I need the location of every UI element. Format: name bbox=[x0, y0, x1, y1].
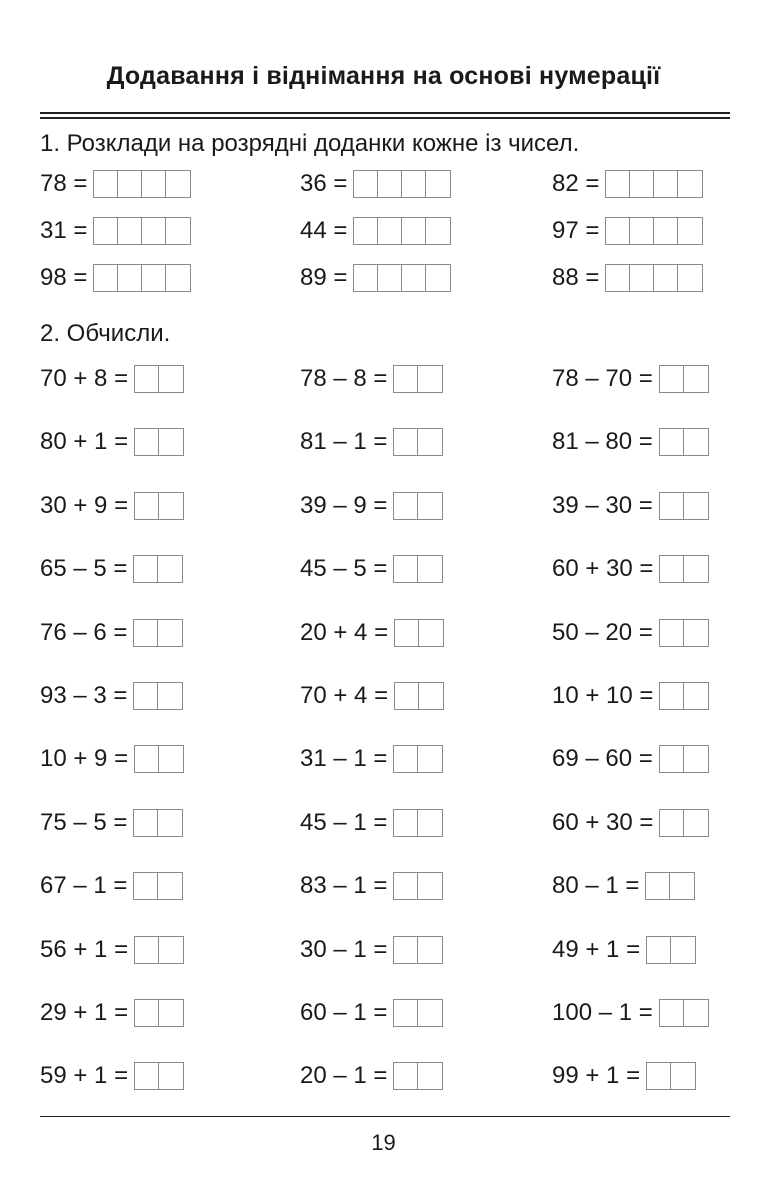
answer-cell[interactable] bbox=[394, 873, 418, 899]
answer-cell[interactable] bbox=[94, 218, 118, 244]
exercise-expression: 70 + 4 = bbox=[300, 682, 389, 709]
answer-cell[interactable] bbox=[671, 1063, 695, 1089]
answer-cell[interactable] bbox=[684, 556, 708, 582]
exercise-expression: 20 + 4 = bbox=[300, 618, 389, 646]
answer-cell[interactable] bbox=[418, 556, 442, 582]
exercise-expression: 56 + 1 = bbox=[40, 935, 129, 963]
task1-row bbox=[0, 214, 767, 248]
task2-row bbox=[0, 425, 767, 459]
exercise-expression: 45 – 5 = bbox=[300, 555, 388, 583]
answer-boxes[interactable] bbox=[393, 809, 443, 837]
answer-boxes[interactable] bbox=[605, 264, 703, 292]
answer-cell[interactable] bbox=[394, 429, 418, 455]
answer-cell[interactable] bbox=[394, 1000, 418, 1026]
exercise-expression: 88 = bbox=[552, 264, 600, 291]
answer-cell[interactable] bbox=[118, 171, 142, 197]
footer-divider bbox=[40, 1116, 730, 1117]
answer-cell[interactable] bbox=[418, 746, 442, 772]
answer-cell[interactable] bbox=[159, 366, 183, 392]
answer-cell[interactable] bbox=[426, 171, 450, 197]
answer-boxes[interactable] bbox=[134, 492, 184, 520]
task2-exercise bbox=[552, 933, 696, 967]
answer-cell[interactable] bbox=[419, 620, 443, 646]
answer-boxes[interactable] bbox=[393, 745, 443, 773]
task2-exercise bbox=[40, 933, 184, 967]
exercise-expression: 97 = bbox=[552, 217, 600, 244]
exercise-expression: 45 – 1 = bbox=[300, 808, 388, 836]
answer-cell[interactable] bbox=[647, 1063, 671, 1089]
answer-cell[interactable] bbox=[135, 746, 159, 772]
exercise-expression: 10 + 10 = bbox=[552, 682, 654, 709]
answer-cell[interactable] bbox=[118, 218, 142, 244]
answer-boxes[interactable] bbox=[659, 619, 709, 647]
task2-exercise bbox=[40, 616, 183, 650]
exercise-expression: 60 – 1 = bbox=[300, 999, 388, 1026]
task2-exercise bbox=[300, 742, 443, 776]
answer-boxes[interactable] bbox=[133, 682, 183, 710]
answer-cell[interactable] bbox=[142, 218, 166, 244]
task2-exercise bbox=[552, 489, 709, 523]
task2-exercise bbox=[300, 933, 443, 967]
answer-cell[interactable] bbox=[394, 746, 418, 772]
answer-cell[interactable] bbox=[684, 429, 708, 455]
task2-row bbox=[0, 362, 767, 396]
answer-cell[interactable] bbox=[630, 171, 654, 197]
answer-cell[interactable] bbox=[684, 683, 708, 709]
answer-boxes[interactable] bbox=[393, 872, 443, 900]
answer-cell[interactable] bbox=[135, 366, 159, 392]
answer-boxes[interactable] bbox=[659, 555, 709, 583]
task2-exercise bbox=[300, 552, 443, 586]
answer-boxes[interactable] bbox=[646, 1062, 696, 1090]
task2-exercise bbox=[552, 552, 709, 586]
task2-exercise bbox=[552, 679, 709, 713]
exercise-expression: 67 – 1 = bbox=[40, 872, 128, 900]
answer-cell[interactable] bbox=[678, 218, 702, 244]
answer-cell[interactable] bbox=[395, 683, 419, 709]
answer-cell[interactable] bbox=[394, 810, 418, 836]
task2-exercise bbox=[300, 362, 443, 396]
task2-row bbox=[0, 679, 767, 713]
answer-cell[interactable] bbox=[419, 683, 443, 709]
answer-boxes[interactable] bbox=[393, 999, 443, 1027]
answer-cell[interactable] bbox=[660, 746, 684, 772]
exercise-expression: 81 – 80 = bbox=[552, 428, 653, 456]
answer-boxes[interactable] bbox=[133, 809, 183, 837]
answer-cell[interactable] bbox=[402, 218, 426, 244]
answer-boxes[interactable] bbox=[134, 745, 184, 773]
answer-boxes[interactable] bbox=[393, 555, 443, 583]
answer-cell[interactable] bbox=[166, 265, 190, 291]
exercise-expression: 69 – 60 = bbox=[552, 745, 653, 773]
answer-cell[interactable] bbox=[660, 429, 684, 455]
answer-cell[interactable] bbox=[660, 683, 684, 709]
task1-exercise bbox=[300, 261, 451, 295]
task2-exercise bbox=[300, 1059, 443, 1093]
task1-exercise bbox=[552, 167, 703, 201]
task2-row bbox=[0, 616, 767, 650]
answer-boxes[interactable] bbox=[93, 170, 191, 198]
answer-cell[interactable] bbox=[394, 493, 418, 519]
answer-cell[interactable] bbox=[402, 171, 426, 197]
task2-row bbox=[0, 996, 767, 1030]
exercise-expression: 75 – 5 = bbox=[40, 808, 128, 836]
task2-exercise bbox=[300, 996, 443, 1030]
answer-cell[interactable] bbox=[684, 366, 708, 392]
answer-cell[interactable] bbox=[418, 366, 442, 392]
answer-cell[interactable] bbox=[394, 366, 418, 392]
answer-boxes[interactable] bbox=[393, 492, 443, 520]
answer-boxes[interactable] bbox=[394, 682, 444, 710]
exercise-expression: 70 + 8 = bbox=[40, 365, 129, 392]
answer-cell[interactable] bbox=[678, 171, 702, 197]
answer-boxes[interactable] bbox=[393, 428, 443, 456]
exercise-expression: 99 + 1 = bbox=[552, 1062, 641, 1090]
answer-cell[interactable] bbox=[142, 171, 166, 197]
task2-exercise bbox=[300, 869, 443, 903]
answer-cell[interactable] bbox=[158, 620, 182, 646]
answer-boxes[interactable] bbox=[393, 936, 443, 964]
exercise-expression: 78 – 70 = bbox=[552, 365, 653, 392]
title-divider-top bbox=[40, 112, 730, 114]
answer-cell[interactable] bbox=[684, 810, 708, 836]
answer-cell[interactable] bbox=[647, 937, 671, 963]
exercise-expression: 80 + 1 = bbox=[40, 428, 129, 456]
answer-boxes[interactable] bbox=[659, 682, 709, 710]
answer-cell[interactable] bbox=[395, 620, 419, 646]
answer-boxes[interactable] bbox=[394, 619, 444, 647]
task2-exercise bbox=[552, 869, 695, 903]
answer-cell[interactable] bbox=[134, 556, 158, 582]
exercise-expression: 30 + 9 = bbox=[40, 491, 129, 519]
task2-exercise bbox=[300, 679, 444, 713]
task2-exercise bbox=[40, 552, 183, 586]
exercise-expression: 30 – 1 = bbox=[300, 935, 388, 963]
answer-cell[interactable] bbox=[684, 493, 708, 519]
exercise-expression: 60 + 30 = bbox=[552, 555, 654, 583]
answer-cell[interactable] bbox=[660, 1000, 684, 1026]
answer-cell[interactable] bbox=[630, 218, 654, 244]
answer-cell[interactable] bbox=[678, 265, 702, 291]
exercise-expression: 65 – 5 = bbox=[40, 555, 128, 583]
answer-cell[interactable] bbox=[606, 171, 630, 197]
answer-boxes[interactable] bbox=[659, 809, 709, 837]
answer-boxes[interactable] bbox=[133, 555, 183, 583]
page-number: 19 bbox=[371, 1130, 396, 1155]
answer-boxes[interactable] bbox=[605, 170, 703, 198]
answer-cell[interactable] bbox=[94, 171, 118, 197]
exercise-expression: 78 = bbox=[40, 170, 88, 197]
answer-cell[interactable] bbox=[418, 1000, 442, 1026]
answer-cell[interactable] bbox=[134, 873, 158, 899]
answer-cell[interactable] bbox=[418, 873, 442, 899]
task1-heading: 1. Розклади на розрядні доданки кожне із чисел. bbox=[40, 130, 580, 157]
task2-exercise bbox=[300, 806, 443, 840]
exercise-expression: 82 = bbox=[552, 170, 600, 197]
answer-boxes[interactable] bbox=[393, 1062, 443, 1090]
task2-row bbox=[0, 1059, 767, 1093]
answer-cell[interactable] bbox=[135, 429, 159, 455]
answer-boxes[interactable] bbox=[659, 492, 709, 520]
answer-cell[interactable] bbox=[134, 683, 158, 709]
answer-boxes[interactable] bbox=[659, 365, 709, 393]
task2-row bbox=[0, 742, 767, 776]
answer-cell[interactable] bbox=[158, 683, 182, 709]
answer-cell[interactable] bbox=[606, 265, 630, 291]
answer-cell[interactable] bbox=[418, 937, 442, 963]
answer-cell[interactable] bbox=[660, 620, 684, 646]
task1-exercise bbox=[300, 167, 451, 201]
task2-exercise bbox=[300, 616, 444, 650]
exercise-expression: 76 – 6 = bbox=[40, 618, 128, 646]
exercise-expression: 80 – 1 = bbox=[552, 872, 640, 900]
answer-cell[interactable] bbox=[426, 218, 450, 244]
answer-cell[interactable] bbox=[354, 218, 378, 244]
answer-cell[interactable] bbox=[660, 556, 684, 582]
exercise-expression: 98 = bbox=[40, 264, 88, 291]
task2-row bbox=[0, 869, 767, 903]
answer-cell[interactable] bbox=[378, 265, 402, 291]
answer-cell[interactable] bbox=[426, 265, 450, 291]
answer-cell[interactable] bbox=[166, 218, 190, 244]
answer-cell[interactable] bbox=[135, 937, 159, 963]
answer-cell[interactable] bbox=[418, 493, 442, 519]
exercise-expression: 83 – 1 = bbox=[300, 872, 388, 900]
answer-cell[interactable] bbox=[671, 937, 695, 963]
answer-cell[interactable] bbox=[135, 493, 159, 519]
answer-boxes[interactable] bbox=[134, 936, 184, 964]
answer-boxes[interactable] bbox=[659, 745, 709, 773]
task2-exercise bbox=[40, 996, 184, 1030]
task1-exercise bbox=[552, 214, 703, 248]
exercise-expression: 31 = bbox=[40, 217, 88, 244]
task1-exercise bbox=[40, 214, 191, 248]
task2-exercise bbox=[40, 1059, 184, 1093]
exercise-expression: 78 – 8 = bbox=[300, 365, 388, 392]
exercise-expression: 81 – 1 = bbox=[300, 428, 388, 456]
task2-row bbox=[0, 933, 767, 967]
task2-exercise bbox=[552, 742, 709, 776]
answer-cell[interactable] bbox=[660, 366, 684, 392]
answer-cell[interactable] bbox=[135, 1063, 159, 1089]
answer-cell[interactable] bbox=[654, 265, 678, 291]
answer-cell[interactable] bbox=[159, 429, 183, 455]
answer-boxes[interactable] bbox=[134, 365, 184, 393]
answer-cell[interactable] bbox=[166, 171, 190, 197]
task2-exercise bbox=[552, 1059, 696, 1093]
answer-cell[interactable] bbox=[654, 171, 678, 197]
answer-boxes[interactable] bbox=[134, 1062, 184, 1090]
answer-cell[interactable] bbox=[418, 810, 442, 836]
answer-cell[interactable] bbox=[684, 1000, 708, 1026]
answer-cell[interactable] bbox=[670, 873, 694, 899]
answer-cell[interactable] bbox=[394, 556, 418, 582]
answer-cell[interactable] bbox=[134, 620, 158, 646]
answer-boxes[interactable] bbox=[133, 872, 183, 900]
answer-cell[interactable] bbox=[159, 746, 183, 772]
task2-exercise bbox=[40, 742, 184, 776]
answer-cell[interactable] bbox=[142, 265, 166, 291]
task2-exercise bbox=[552, 425, 709, 459]
answer-cell[interactable] bbox=[159, 1063, 183, 1089]
answer-boxes[interactable] bbox=[353, 217, 451, 245]
answer-cell[interactable] bbox=[378, 171, 402, 197]
task1-row bbox=[0, 261, 767, 295]
task2-exercise bbox=[40, 489, 184, 523]
answer-cell[interactable] bbox=[394, 937, 418, 963]
task2-exercise bbox=[552, 616, 709, 650]
exercise-expression: 39 – 30 = bbox=[552, 491, 653, 519]
answer-cell[interactable] bbox=[159, 1000, 183, 1026]
answer-boxes[interactable] bbox=[134, 428, 184, 456]
exercise-expression: 89 = bbox=[300, 264, 348, 291]
answer-boxes[interactable] bbox=[645, 872, 695, 900]
answer-cell[interactable] bbox=[418, 1063, 442, 1089]
task1-exercise bbox=[40, 167, 191, 201]
exercise-expression: 50 – 20 = bbox=[552, 618, 653, 646]
exercise-expression: 39 – 9 = bbox=[300, 491, 388, 519]
answer-cell[interactable] bbox=[354, 171, 378, 197]
answer-cell[interactable] bbox=[630, 265, 654, 291]
exercise-expression: 93 – 3 = bbox=[40, 682, 128, 709]
task2-exercise bbox=[300, 489, 443, 523]
task1-exercise bbox=[40, 261, 191, 295]
task2-heading: 2. Обчисли. bbox=[40, 320, 171, 347]
exercise-expression: 31 – 1 = bbox=[300, 745, 388, 773]
task2-row bbox=[0, 806, 767, 840]
answer-cell[interactable] bbox=[159, 493, 183, 519]
task2-exercise bbox=[40, 869, 183, 903]
answer-cell[interactable] bbox=[684, 620, 708, 646]
task1-exercise bbox=[300, 214, 451, 248]
task2-row bbox=[0, 489, 767, 523]
answer-cell[interactable] bbox=[158, 873, 182, 899]
task2-exercise bbox=[300, 425, 443, 459]
answer-cell[interactable] bbox=[159, 937, 183, 963]
task1-row bbox=[0, 167, 767, 201]
task2-exercise bbox=[552, 806, 709, 840]
answer-cell[interactable] bbox=[118, 265, 142, 291]
answer-cell[interactable] bbox=[684, 746, 708, 772]
answer-boxes[interactable] bbox=[134, 999, 184, 1027]
title-divider-bottom bbox=[40, 117, 730, 119]
task2-exercise bbox=[552, 996, 709, 1030]
exercise-expression: 100 – 1 = bbox=[552, 999, 653, 1026]
page-title: Додавання і віднімання на основі нумерації bbox=[106, 62, 661, 90]
task2-exercise bbox=[552, 362, 709, 396]
answer-cell[interactable] bbox=[394, 1063, 418, 1089]
exercise-expression: 60 + 30 = bbox=[552, 808, 654, 836]
answer-cell[interactable] bbox=[660, 810, 684, 836]
answer-boxes[interactable] bbox=[353, 264, 451, 292]
answer-cell[interactable] bbox=[158, 556, 182, 582]
answer-cell[interactable] bbox=[94, 265, 118, 291]
exercise-expression: 36 = bbox=[300, 170, 348, 197]
answer-boxes[interactable] bbox=[393, 365, 443, 393]
answer-cell[interactable] bbox=[135, 1000, 159, 1026]
answer-boxes[interactable] bbox=[133, 619, 183, 647]
exercise-expression: 49 + 1 = bbox=[552, 935, 641, 963]
answer-cell[interactable] bbox=[378, 218, 402, 244]
task2-exercise bbox=[40, 362, 184, 396]
answer-cell[interactable] bbox=[418, 429, 442, 455]
task2-exercise bbox=[40, 679, 183, 713]
answer-boxes[interactable] bbox=[646, 936, 696, 964]
exercise-expression: 10 + 9 = bbox=[40, 745, 129, 773]
answer-boxes[interactable] bbox=[93, 217, 191, 245]
answer-boxes[interactable] bbox=[659, 428, 709, 456]
answer-boxes[interactable] bbox=[93, 264, 191, 292]
exercise-expression: 20 – 1 = bbox=[300, 1062, 388, 1090]
answer-cell[interactable] bbox=[646, 873, 670, 899]
answer-cell[interactable] bbox=[158, 810, 182, 836]
task1-exercise bbox=[552, 261, 703, 295]
answer-cell[interactable] bbox=[654, 218, 678, 244]
answer-boxes[interactable] bbox=[353, 170, 451, 198]
answer-cell[interactable] bbox=[134, 810, 158, 836]
answer-boxes[interactable] bbox=[659, 999, 709, 1027]
task2-exercise bbox=[40, 425, 184, 459]
exercise-expression: 29 + 1 = bbox=[40, 999, 129, 1026]
task2-exercise bbox=[40, 806, 183, 840]
exercise-expression: 44 = bbox=[300, 217, 348, 244]
answer-boxes[interactable] bbox=[605, 217, 703, 245]
answer-cell[interactable] bbox=[606, 218, 630, 244]
answer-cell[interactable] bbox=[402, 265, 426, 291]
task2-row bbox=[0, 552, 767, 586]
exercise-expression: 59 + 1 = bbox=[40, 1062, 129, 1090]
answer-cell[interactable] bbox=[660, 493, 684, 519]
answer-cell[interactable] bbox=[354, 265, 378, 291]
